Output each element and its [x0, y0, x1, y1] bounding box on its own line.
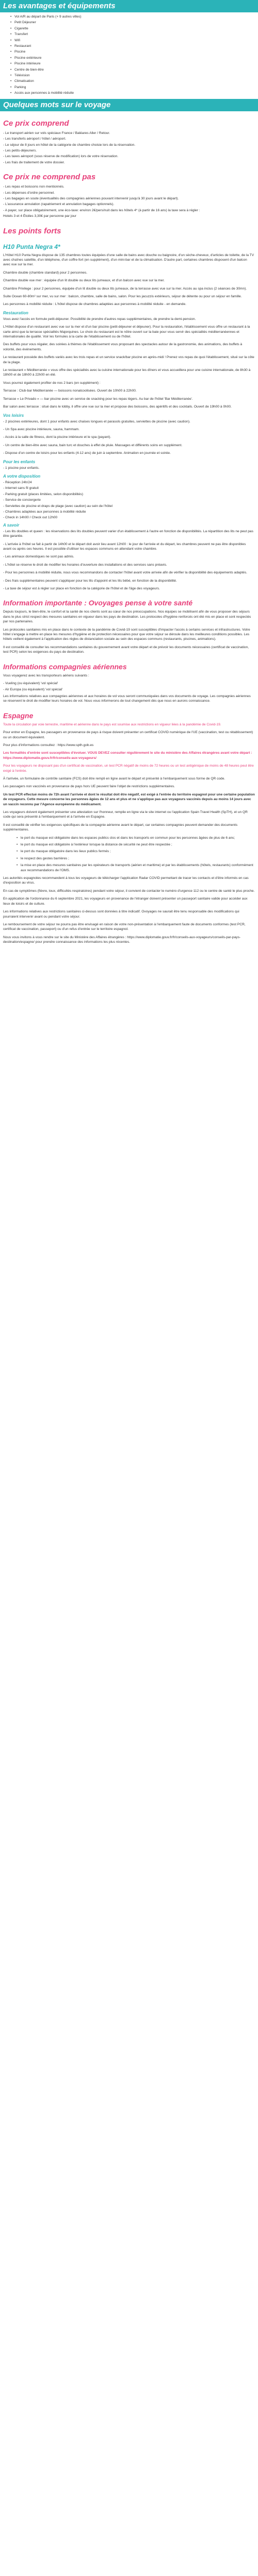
included-list [3, 131, 255, 165]
included-title: Ce prix comprend [3, 118, 69, 128]
trip-info-section [0, 118, 258, 945]
info-importante-title: Information importante : Ovoyages pense à votre santé [3, 599, 193, 607]
savoir-3: - Les animaux domestiques ne sont pas admis. [3, 555, 74, 559]
included-item: - Les taxes aéroport (sous réserve de modification) lors de votre réservation. [3, 155, 119, 159]
loisirs-1: - 2 piscines extérieures, dont 1 pour enfants avec chaises longues et parasols gratuites, serviettes de piscine (avec caution). [3, 419, 190, 423]
loisirs-title: Vos loisirs [3, 413, 24, 418]
espagne-title: Espagne [3, 711, 34, 720]
included-item: - Les petits-déjeuners. [3, 148, 37, 152]
not-included-item: - A payer, sur place obligatoirement, une éco-taxe: environ 2€/pers/nuit dans les hôtels 4* (à partir de 16 ans) la taxe sera à régler : [3, 208, 200, 212]
espagne-3: Pour plus d'informations consultez : https://www.spth.gob.es [3, 743, 94, 747]
advantage-item: • Piscine intérieure [10, 61, 255, 66]
enfants-title: Pour les enfants [3, 459, 36, 464]
bars-intro: Vous pourrez également profiter de nos 2 bars (en supplément) : [3, 381, 101, 385]
dispo-title: A votre disposition [3, 473, 41, 479]
trip-info-header: Quelques mots sur le voyage [0, 99, 258, 111]
dispo-item: - Check in 14h00 / Check out 12h00 [3, 516, 58, 520]
loisirs-5: - Dispose d'un centre de loisirs pour les enfants (4-12 ans) de juin à septembre. Animation en journée et soirée. [3, 451, 171, 455]
reduced-mobility: Les personnes à mobilité réduite : L'hôtel dispose de chambres adaptées aux personnes à mobilité réduite - en demande. [3, 302, 186, 307]
room-sea-view: Chambre double vue mer : équipée d'un lit double ou deux lits jumeaux, et d'un balcon avec vue sur la mer. [3, 279, 165, 283]
not-included-item: - Les bagages en soute (éventualités des compagnies aériennes pouvant intervenir jusqu'à 30 jours avant le départ). [3, 196, 179, 200]
espagne-bullet: • le respect des gestes barrières ; [17, 856, 255, 861]
dispo-item: - Réception 24h/24 [3, 480, 32, 484]
not-included-item: - Les repas et boissons non mentionnés. [3, 185, 64, 189]
compagnie-item: - Vueling (ou équivalent) 'vol spécial' [3, 682, 58, 686]
advantage-item: • Restaurant [10, 44, 255, 48]
espagne-4: Pour les voyageurs ne disposant pas d'un certificat de vaccination, un test PCR négatif de moins de 72 heures ou un test antigénique de moins de 48 heures peut être exigé à l'entrée. [3, 764, 254, 773]
hotel-title: H10 Punta Negra 4* [3, 243, 60, 250]
enfants-1: - 1 piscine pour enfants. [3, 466, 40, 470]
restauration-title: Restauration [3, 310, 28, 315]
espagne-14: Le remboursement de votre séjour ne pourra pas être envisagé en raison de votre non-présentation à l'embarquement faute de documents conformes (test PCR, certificat de vaccination, passeport) ou d'un refus d'entrée sur le territoire espagnol. [3, 922, 246, 931]
loisirs-4: - Un centre de bien-être avec sauna, bain turc et douches à effet de pluie. Massages et différents soins en supplément. [3, 443, 183, 447]
compagnies-title: Informations compagnies aériennes [3, 662, 127, 671]
espagne-bullet: • la mise en place des mesures sanitaires par les opérateurs de transports (aérien et maritime) et par les établissements (hôtels, restaurants) conformément aux recommandations de l'OMS. [17, 863, 255, 873]
espagne-bullet: • le port du masque est obligatoire à l'extérieur lorsque la distance de sécurité ne peut être respectée ; [17, 842, 255, 847]
espagne-bullet: • le port du masque est obligatoire dans les espaces publics clos et dans les transports en commun pour les personnes âgées de plus de 6 ans; [17, 836, 255, 840]
advantage-item: • Télévision [10, 73, 255, 78]
advantage-item: • Parking [10, 85, 255, 90]
not-included-item: - L'assurance annulation (rapatriement et annulation bagages optionnels). [3, 202, 115, 207]
bar-1: Terrasse : Club-bar Méditerranée — boissons nonalcoolisées. Ouvert de 10h00 à 22h00. [3, 389, 137, 393]
not-included-list [3, 184, 255, 218]
compagnies-list [3, 681, 255, 692]
restauration-p2: L'Hôtel dispose d'un restaurant avec vue sur la mer et d'un bar piscine (petit-déjeuner et déjeuner). Pour la restauration, l'établissement vous offre un restaurant à la carte ainsi que la terrasse spécialités Majorquines. Le choix du restaurant est le nôtre ouvert sur la baie pour vous servir des spécialités méditerranéennes et internationales de qualité. Voir les formules à la carte de l'établissement ou de l'hôtel. [3, 325, 250, 339]
advantages-list [3, 14, 255, 96]
espagne-10: Les autorités espagnoles recommandent à tous les voyageurs de télécharger l'application Radar COVID permettant de tracer les contacts et d'être informés en cas d'exposition au virus. [3, 876, 249, 885]
advantage-item: • Centre de bien-être [10, 67, 255, 72]
savoir-4: - L'hôtel se réserve le droit de modifier les horaires d'ouverture des installations et des services sans préavis. [3, 563, 167, 567]
bar-3: Bar salon avec terrasse : situé dans le lobby, il offre une vue sur la mer et propose des boissons, des apéritifs et des cocktails. Ouvert de 19h00 à 0h00. [3, 405, 232, 409]
espagne-7: Un test PCR effectué moins de 72h avant l'arrivée et dont le résultat doit être négatif, est exigé à l'entrée du territoire espagnol pour une certaine population de voyageurs. Cette mesure concerne les personnes âgées de 12 ans et plus et ne s'applique pas aux voyageurs vaccinés depuis au moins 14 jours avec un vaccin reconnu par l'Agence européenne du médicament. [3, 792, 255, 806]
savoir-7: - La taxe de séjour est à régler sur place en fonction de la catégorie de l'hôtel et de l'âge des voyageurs. [3, 587, 160, 591]
espagne-5: À l'arrivée, un formulaire de contrôle sanitaire (FCS) doit être rempli en ligne avant le départ et présenté à l'embarquement sous forme de QR code. [3, 776, 225, 781]
info-importante-1: Depuis toujours, le bien-être, le confort et la santé de nos clients sont au cœur de nos préoccupations. Nos équipes se mobilisent afin de vous proposer des séjours dans le plus strict respect des mesures sanitaires en vigueur dans les pays de destination. Les protocoles d'hygiène renforcés ont été mis en place et sont respectés par nos partenaires. [3, 610, 251, 624]
dispo-item: - Internet sans fil gratuit [3, 486, 39, 490]
espagne-13: Les informations relatives aux restrictions sanitaires ci-dessus sont données à titre indicatif. Ovoyages ne saurait être tenu responsable des modifications qui pourraient intervenir avant ou pendant votre séjour. [3, 910, 239, 919]
included-item: - Le transport aérien sur vols spéciaux France / Baléares Aller / Retour. [3, 131, 110, 135]
room-privilege: Chambre Privilege : pour 2 personnes, équipée d'un lit double ou deux lits jumeaux, de la terrasse avec vue sur la mer. Accès au spa inclus (2 séances de 30mn). [3, 286, 247, 291]
espagne-11: En cas de symptômes (fièvre, toux, difficultés respiratoires) pendant votre séjour, il convient de contacter le numéro d'urgence 112 ou le centre de santé le plus proche. [3, 889, 255, 893]
espagne-9: Il est conseillé de vérifier les exigences spécifiques de la compagnie aérienne avant le départ, car certaines compagnies peuvent demander des documents supplémentaires. [3, 823, 238, 832]
included-item: - Le séjour de 8 jours en hôtel de la catégorie de chambre choisie lors de la réservation. [3, 143, 136, 147]
advantage-item: • Accès aux personnes à mobilité réduite [10, 91, 255, 95]
info-importante-2: Les protocoles sanitaires mis en place dans le contexte de la pandémie de Covid-19 sont susceptibles d'impacter l'accès à certains services et infrastructures. Votre hôtel s'engage à mettre en place les mesures d'hygiène et de protection nécessaires pour que votre séjour se déroule dans les meilleures conditions possibles. Les hôtels veillent également à l'application des règles de distanciation sociale au sein des espaces communs (restaurants, piscines, animations). [3, 628, 250, 641]
espagne-15: Nous vous invitons à vous rendre sur le site du Ministère des Affaires étrangères : https://www.diplomatie.gouv.fr/fr/conseils-aux-voyageurs/conseils-par-pays-destination/espagne/ pour prendre connaissance des informations les plus récentes. [3, 935, 241, 944]
restauration-p3: Des buffets pour vous régaler, des soirées à thèmes de l'établissement vous proposant des spectacles autour de la gastronomie, des animations, des buffets à volonté, des événements. [3, 343, 243, 351]
espagne-6: Les passagers non vaccinés en provenance de pays hors UE peuvent faire l'objet de restrictions supplémentaires. [3, 785, 175, 789]
advantages-header: Les avantages et équipements [0, 0, 258, 12]
advantage-item: • Piscine [10, 49, 255, 54]
dispo-list [3, 480, 255, 520]
bar-2: Terrasse « Le Privado » — bar piscine avec un service de snacking pour les repas légers. Au bar de l'hôtel 'Bar Méditerranée'. [3, 397, 193, 401]
loisirs-3: - Accès à la salle de fitness, dont la piscine intérieure et le spa (payant). [3, 435, 111, 439]
advantage-item: • Cigarette [10, 26, 255, 31]
savoir-title: A savoir [3, 522, 20, 528]
restauration-p5: Le restaurant « Méditerranée » vous offre des spécialités avec la cuisine internationale pour les dîners et vous accueillera pour une cuisine internationale, de 8h30 à 18h00 et de 18h00 à 22h00 en été. [3, 368, 251, 377]
points-forts-title: Les points forts [3, 226, 61, 235]
advantage-item: • Piscine extérieure [10, 56, 255, 60]
info-importante-3: Il est conseillé de consulter les recommandations sanitaires du gouvernement avant votre départ et de prévoir les documents nécessaires (certificat de vaccination, test PCR) selon les exigences du pays de destination. [3, 645, 249, 654]
loisirs-2: - Un Spa avec piscine intérieure, sauna, hammam. [3, 427, 80, 431]
dispo-item: - Parking gratuit (places limitées, selon disponibilités) [3, 492, 84, 496]
dispo-item: - Serviettes de piscine et draps de plage (avec caution) au sein de l'hôtel [3, 504, 113, 508]
savoir-1: - Les lits doubles et queen : les réservations des lits doubles peuvent varier d'un établissement à l'autre en fonction de disponibilités. La répartition des lits ne peut pas être garantie. [3, 529, 253, 538]
espagne-2: Pour entrer en Espagne, les passagers en provenance de pays à risque doivent présenter un certificat COVID numérique de l'UE (vaccination, test ou rétablissement) ou un document équivalent. [3, 731, 253, 739]
advantage-item: • Transfert [10, 32, 255, 37]
dispo-item: - Chambres adaptées aux personnes à mobilité réduite [3, 510, 86, 514]
compagnies-p1: Les informations relatives aux compagnies aériennes et aux horaires de vol vous seront communiquées dans vos documents de voyage. Les compagnies aériennes se réservent le droit de modifier leurs horaires de vol. Nous vous informerons de tout changement dès que nous en aurons connaissance. [3, 694, 251, 703]
not-included-title: Ce prix ne comprend pas [3, 173, 96, 182]
savoir-5: - Pour les personnes à mobilité réduite, nous vous recommandons de contacter l'hôtel avant votre arrivée afin de vérifier la disponibilité des équipements adaptés. [3, 571, 247, 575]
espagne-cta[interactable]: Les formalités d'entrée sont susceptibles d'évoluer. VOUS DEVEZ consulter régulièrement le site du ministère des Affaires étrangères avant votre départ : https://www.diplomatie.gouv.fr/fr/conseils-aux-voyageurs/ [3, 751, 252, 760]
compagnies-intro: Vous voyagerez avec les transporteurs aériens suivants : [3, 673, 89, 677]
restauration-p4: Le restaurant possède des buffets variés avec les trois repas et un service snack/bar piscine en après-midi ! Prenez vos repas de quoi l'établissement, situé sur la côte de la plage. [3, 355, 254, 364]
espagne-bullet: • le port du masque obligatoire dans les lieux publics fermés ; [17, 849, 255, 854]
not-included-item: Hotels 3 et 4 Étoiles 3,30€ par personne par jour [3, 214, 76, 218]
compagnie-item: - Air Europa (ou équivalent) 'vol spécial' [3, 687, 63, 691]
room-suite: Suite Ocean 60-80m² sur mer, vu sur mer : balcon, chambre, salle de bains, salon. Pour les jacuzzis extérieurs, séjour de détente ou pour un séjour en famille. [3, 295, 242, 298]
advantage-item: • Climatisation [10, 79, 255, 83]
not-included-item: - Les dépenses d'ordre personnel. [3, 191, 55, 195]
included-item: - Les frais de traitement de votre dossier. [3, 160, 65, 164]
espagne-bullets [3, 836, 255, 873]
dispo-item: - Service de conciergerie [3, 498, 41, 502]
advantage-item: • Petit Déjeuner [10, 20, 255, 25]
advantages-section [0, 14, 258, 96]
savoir-2: - L'arrivée à l'hôtel se fait à partir de 14h00 et le départ doit avoir lieu avant 12h00 : le jour de l'arrivée et du départ, les chambres peuvent ne pas être disponibles avant ou après ces heures. Il est possible d'utiliser les espaces communs en attendant votre chambre. [3, 542, 246, 551]
restauration-p1: Vous avez l'accès en formule petit-déjeuner. Possibilité de prendre d'autres repas supplémentaires, de prendre la demi-pension. [3, 317, 196, 321]
savoir-6: - Des frais supplémentaires peuvent s'appliquer pour les lits d'appoint et les lits bébé, en fonction de la disponibilité. [3, 579, 177, 583]
included-item: - Les transferts aéroport / hôtel / aéroport. [3, 137, 67, 141]
advantage-item: • Wifi [10, 38, 255, 43]
room-double: Chambre double (chambre standard) pour 2 personnes. [3, 270, 88, 275]
espagne-8: Les voyageurs doivent également présenter une attestation sur l'honneur, remplie en ligne via le site internet ou l'application Spain Travel Health (SpTH), et un QR code qui sera présenté à l'embarquement et à l'arrivée en Espagne. [3, 810, 248, 819]
espagne-1: Toute la circulation par voie terrestre, maritime et aérienne dans le pays est soumise aux restrictions en vigueur liées à la pandémie de Covid-19. [3, 722, 221, 726]
espagne-12: En application de l'ordonnance du 6 septembre 2021, les voyageurs en provenance de l'étranger doivent présenter un passeport sanitaire valide pour accéder aux lieux de loisirs et de culture. [3, 897, 248, 906]
advantage-item: • Vol A/R au départ de Paris (+ 9 autres villes) [10, 14, 255, 19]
hotel-description: L'Hôtel H10 Punta Negra dispose de 135 chambres toutes équipées d'une salle de bains avec douche ou baignoire, d'un sèche-cheveux, d'articles de toilette, de la TV avec chaînes satellite, d'un téléphone, d'un coffre-fort (en supplément), d'un mini-bar et de la climatisation. D'autre part, certaines chambres disposent d'un balcon avec vue sur la mer. [3, 253, 254, 267]
